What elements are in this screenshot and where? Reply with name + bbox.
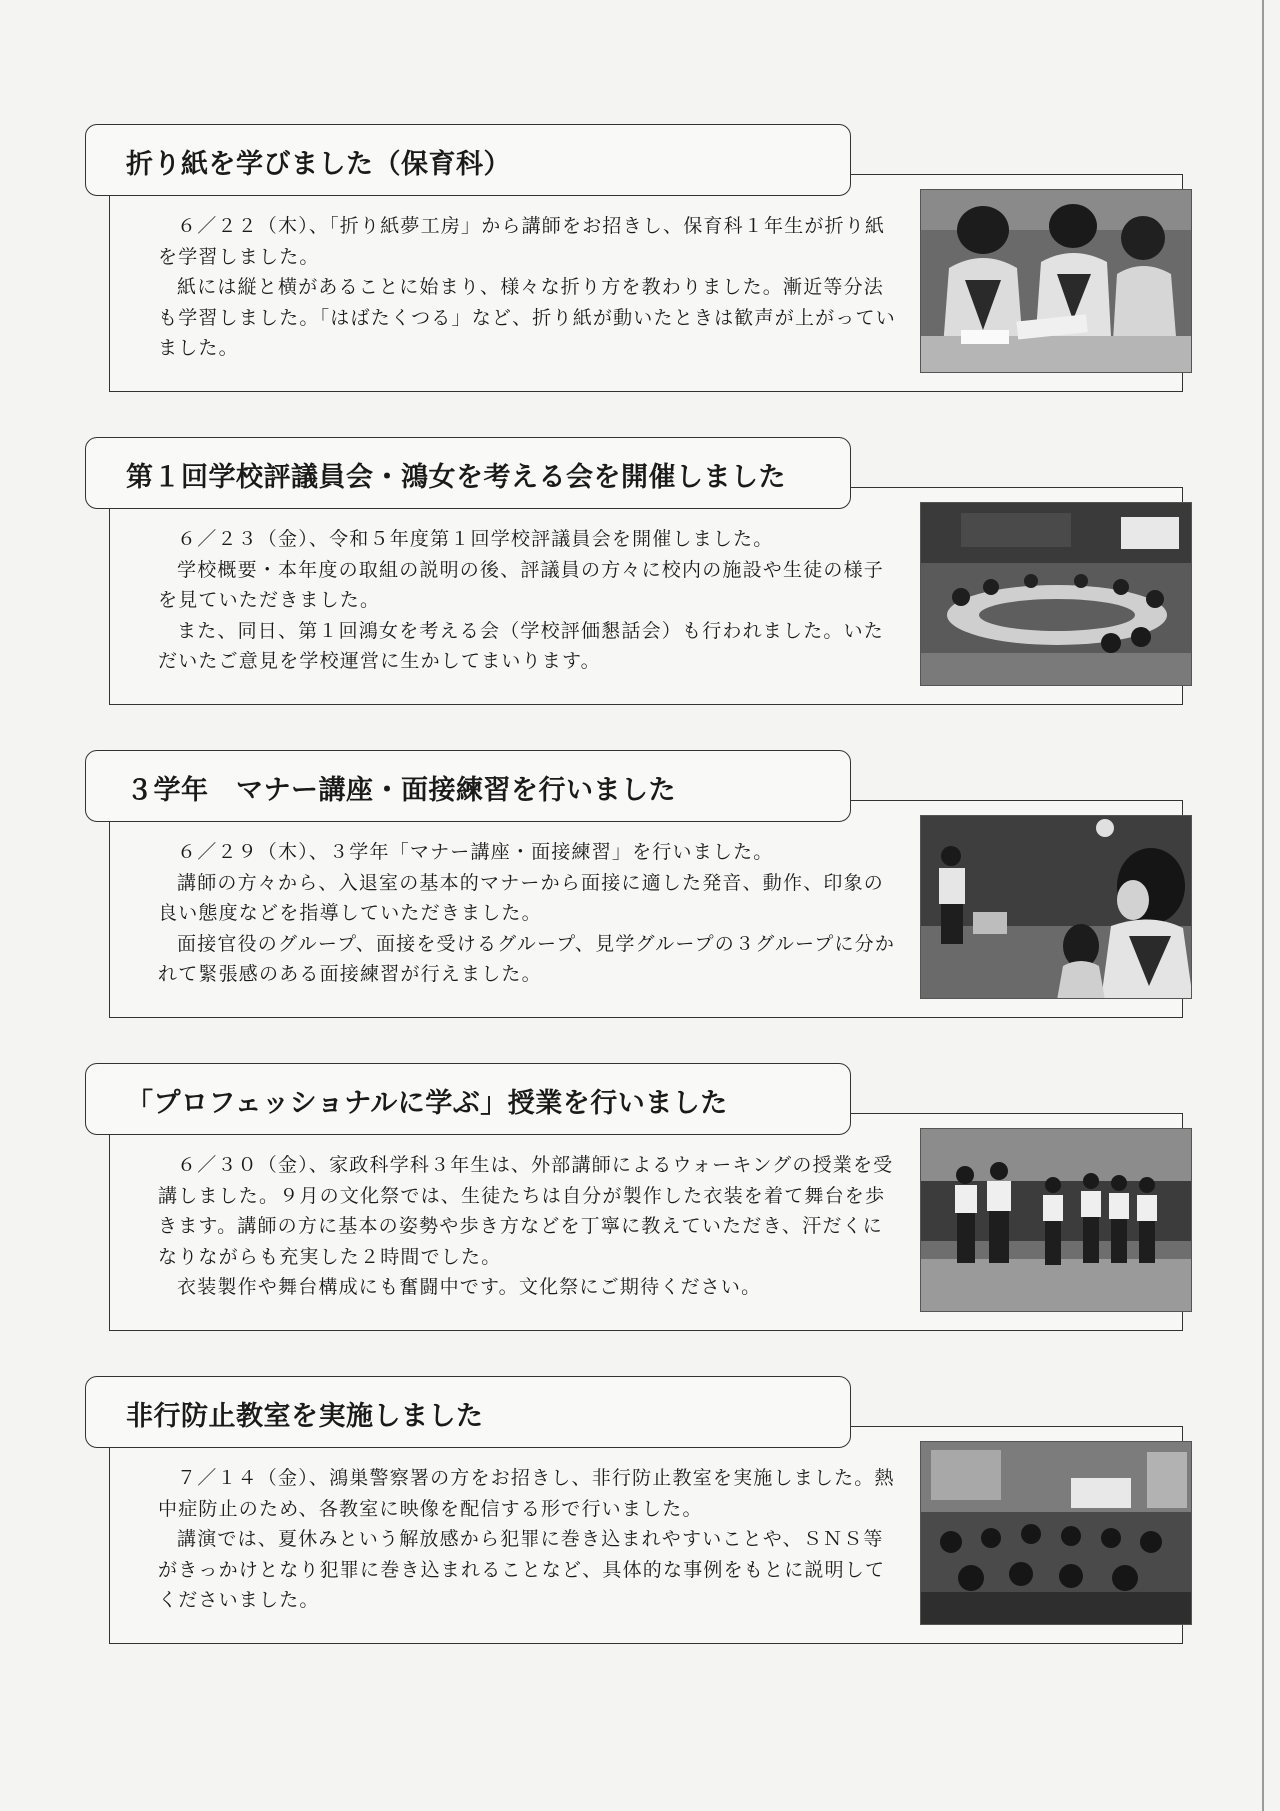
article-paragraph: ６／２２（木）、「折り紙夢工房」から講師をお招きし、保育科１年生が折り紙を学習しました。 (158, 215, 886, 268)
article-paragraph: 紙には縦と横があることに始まり、様々な折り方を教わりました。漸近等分法も学習しました。「はばたくつる」など、折り紙が動いたときは歓声が上がっていました。 (158, 276, 896, 359)
article-paragraph: 学校概要・本年度の取組の説明の後、評議員の方々に校内の施設や生徒の様子を見ていただきました。 (158, 558, 885, 611)
article-paragraph: 面接官役のグループ、面接を受けるグループ、見学グループの３グループに分かれて緊張感のある面接練習が行えました。 (158, 932, 896, 985)
article-origami (85, 124, 1185, 396)
article-body (158, 837, 900, 990)
article-professional-lesson (85, 1063, 1185, 1335)
article-title: 非行防止教室を実施しました (126, 1401, 484, 1432)
article-paragraph: 講演では、夏休みという解放感から犯罪に巻き込まれやすいことや、ＳＮＳ等がきっかけとなり犯罪に巻き込まれることなど、具体的な事例をもとに説明してくださいました。 (158, 1528, 886, 1611)
article-delinquency-prevention (85, 1376, 1185, 1648)
article-paragraph: ６／２３（金）、令和５年度第１回学校評議員会を開催しました。 (177, 528, 774, 550)
article-photo (920, 189, 1192, 373)
article-body (158, 211, 900, 364)
article-paragraph: 講師の方々から、入退室の基本的マナーから面接に適した発音、動作、印象の良い態度などを指導していただきました。 (158, 871, 885, 924)
article-title-box (85, 750, 851, 822)
article-body (158, 1463, 900, 1616)
page-edge-line (1262, 0, 1264, 1811)
article-body (158, 524, 900, 677)
article-photo (920, 1128, 1192, 1312)
article-title: 第１回学校評議員会・鴻女を考える会を開催しました (126, 462, 786, 493)
article-photo (920, 815, 1192, 999)
article-photo (920, 1441, 1192, 1625)
article-paragraph: 衣装製作や舞台構成にも奮闘中です。文化祭にご期待ください。 (177, 1276, 762, 1298)
article-title-box (85, 1063, 851, 1135)
article-title: ３学年 マナー講座・面接練習を行いました (126, 775, 676, 806)
article-content-box (109, 1113, 1183, 1331)
article-school-council (85, 437, 1185, 709)
article-content-box (109, 800, 1183, 1018)
article-interview-practice (85, 750, 1185, 1022)
article-body (158, 1150, 900, 1303)
article-paragraph: ６／２９（木）、３学年「マナー講座・面接練習」を行いました。 (177, 841, 774, 863)
article-title: 「プロフェッショナルに学ぶ」授業を行いました (126, 1088, 728, 1119)
article-title-box (85, 437, 851, 509)
article-title-box (85, 1376, 851, 1448)
article-title-box (85, 124, 851, 196)
article-paragraph: また、同日、第１回鴻女を考える会（学校評価懇話会）も行われました。いただいたご意見を学校運営に生かしてまいります。 (158, 619, 885, 672)
article-content-box (109, 1426, 1183, 1644)
article-content-box (109, 487, 1183, 705)
article-content-box (109, 174, 1183, 392)
article-title: 折り紙を学びました（保育科） (126, 149, 511, 180)
article-photo (920, 502, 1192, 686)
article-paragraph: ７／１４（金）、鴻巣警察署の方をお招きし、非行防止教室を実施しました。熱中症防止のため、各教室に映像を配信する形で行いました。 (158, 1467, 895, 1520)
article-paragraph: ６／３０（金）、家政科学科３年生は、外部講師によるウォーキングの授業を受講しました。９月の文化祭では、生徒たちは自分が製作した衣装を着て舞台を歩きます。講師の方に基本の姿勢や歩き方などを丁寧に教えていただき、汗だくになりながらも充実した２時間でした。 (158, 1154, 894, 1268)
